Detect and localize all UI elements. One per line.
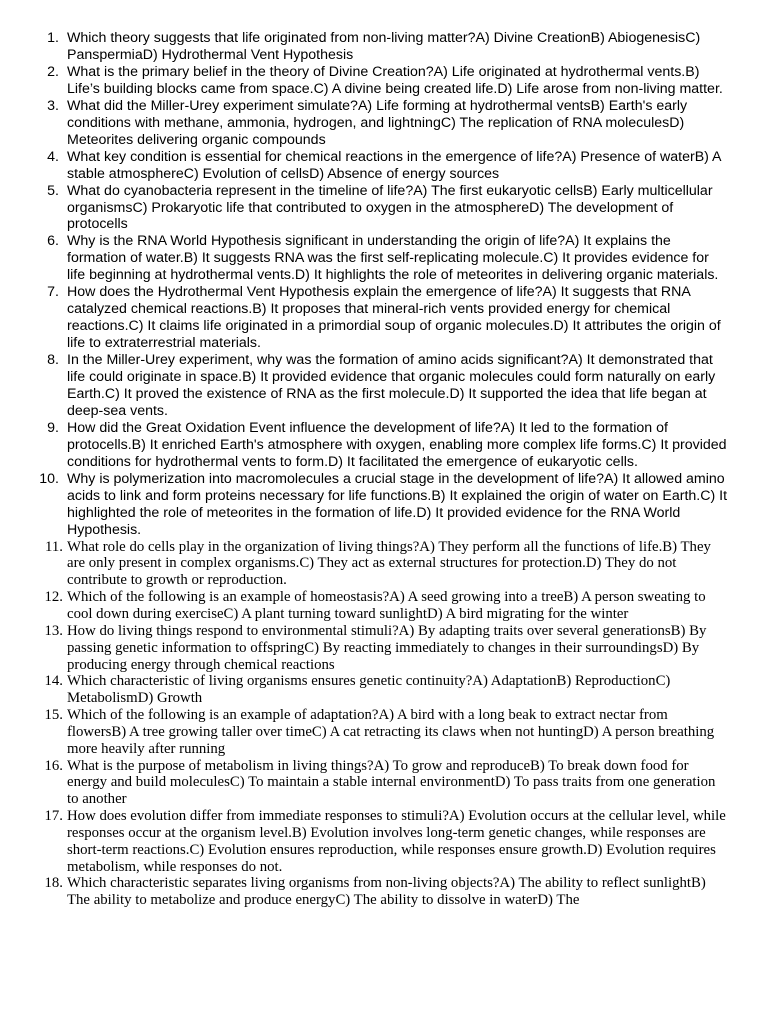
question-item-7 — [0, 284, 768, 352]
question-text: What did the Miller-Urey experiment simulate?A) Life forming at hydrothermal ventsB) Earth's early conditions with methane, ammonia, hydrogen, and lightningC) The replication of RNA moleculesD) Meteorites delivering organic compounds — [67, 97, 688, 148]
question-text: What is the primary belief in the theory of Divine Creation?A) Life originated at hydrothermal vents.B) Life’s building blocks came from space.C) A divine being created life.D) Life arose from non-living matter. — [67, 63, 723, 97]
question-number: 17. — [44, 808, 63, 825]
question-number: 16. — [44, 757, 63, 774]
question-item-1 — [0, 30, 768, 64]
question-text: In the Miller-Urey experiment, why was the formation of amino acids significant?A) It demonstrated that life could originate in space.B) It provided evidence that organic molecules could form naturally on early Earth.C) It proved the existence of RNA as the first molecule.D) It supported the idea that life began at deep-sea vents. — [67, 352, 716, 419]
question-text: Why is the RNA World Hypothesis significant in understanding the origin of life?A) It explains the formation of water.B) It suggests RNA was the first self-replicating molecule.C) It provides evidence for life beginning at hydrothermal vents.D) It highlights the role of meteorites in delivering organic materials. — [67, 233, 719, 284]
question-number: 2. — [47, 63, 59, 80]
question-item-6 — [0, 233, 768, 284]
question-item-8 — [0, 352, 768, 420]
question-number: 13. — [44, 622, 63, 639]
document-page — [0, 30, 768, 909]
question-item-13 — [0, 623, 768, 674]
question-number: 10. — [39, 470, 59, 487]
question-list — [0, 30, 768, 909]
question-text: Why is polymerization into macromolecules a crucial stage in the development of life?A) It allowed amino acids to link and form proteins necessary for life functions.B) It explained the origin of water on Earth.C) It highlighted the role of meteorites in the formation of life.D) It provided evidence for the RNA World Hypothesis. — [67, 470, 728, 538]
question-item-3 — [0, 98, 768, 149]
question-text: How does evolution differ from immediate responses to stimuli?A) Evolution occurs at the cellular level, while responses occur at the organism level.B) Evolution involves long-term genetic changes, while responses are short-term reactions.C) Evolution ensures reproduction, while responses ensure growth.D) Evolution requires metabolism, while responses do not. — [67, 808, 726, 875]
question-item-18 — [0, 875, 768, 909]
question-item-4 — [0, 149, 768, 183]
question-item-9 — [0, 420, 768, 471]
question-number: 15. — [44, 707, 63, 724]
question-text: How did the Great Oxidation Event influence the development of life?A) It led to the formation of protocells.B) It enriched Earth's atmosphere with oxygen, enabling more complex life forms.C) It provided conditions for hydrothermal vents to form.D) It facilitated the emergence of eukaryotic cells. — [67, 419, 727, 470]
question-item-16 — [0, 758, 768, 809]
question-number: 7. — [47, 284, 59, 301]
question-item-5 — [0, 183, 768, 234]
question-item-10 — [0, 471, 768, 539]
question-text: Which of the following is an example of adaptation?A) A bird with a long beak to extract nectar from flowersB) A tree growing taller over timeC) A cat retracting its claws when not huntingD) A person breathing more heavily after running — [67, 707, 715, 757]
question-item-14 — [0, 673, 768, 707]
question-text: Which characteristic of living organisms ensures genetic continuity?A) AdaptationB) ReproductionC) MetabolismD) Growth — [67, 673, 671, 707]
question-number: 4. — [47, 148, 59, 165]
question-item-17 — [0, 808, 768, 875]
question-number: 1. — [47, 30, 59, 46]
question-text: Which theory suggests that life originated from non-living matter?A) Divine CreationB) AbiogenesisC) PanspermiaD) Hydrothermal Vent Hypothesis — [67, 30, 701, 63]
question-number: 11. — [45, 538, 63, 555]
question-number: 14. — [44, 673, 63, 690]
question-number: 8. — [47, 352, 59, 369]
question-text: How does the Hydrothermal Vent Hypothesis explain the emergence of life?A) It suggests that RNA catalyzed chemical reactions.B) It proposes that mineral-rich vents provided energy for chemical reactions.C) It claims life originated in a primordial soup of organic molecules.D) It attributes the origin of life to extraterrestrial materials. — [67, 284, 721, 352]
question-item-11 — [0, 539, 768, 590]
question-text: What role do cells play in the organization of living things?A) They perform all the functions of life.B) They are only present in complex organisms.C) They act as external structures for protection.D) They do not contribute to growth or reproduction. — [67, 538, 711, 589]
question-text: How do living things respond to environmental stimuli?A) By adapting traits over several generationsB) By passing genetic information to offspringC) By reacting immediately to changes in their surroundingsD) By producing energy through chemical reactions — [67, 622, 707, 673]
question-number: 12. — [44, 589, 63, 606]
question-text: What key condition is essential for chemical reactions in the emergence of life?A) Presence of waterB) A stable atmosphereC) Evolution of cellsD) Absence of energy sources — [67, 148, 721, 182]
question-text: What is the purpose of metabolism in living things?A) To grow and reproduceB) To break down food for energy and build moleculesC) To maintain a stable internal environmentD) To pass traits from one generation to another — [67, 757, 716, 808]
question-item-15 — [0, 707, 768, 758]
question-number: 18. — [44, 875, 63, 892]
question-number: 9. — [47, 419, 59, 436]
question-number: 5. — [47, 182, 59, 199]
question-number: 6. — [47, 233, 59, 250]
question-number: 3. — [47, 97, 59, 114]
question-item-2 — [0, 64, 768, 98]
question-text: What do cyanobacteria represent in the timeline of life?A) The first eukaryotic cellsB) Early multicellular organismsC) Prokaryotic life that contributed to oxygen in the atmosphereD) The development of protocells — [67, 182, 713, 233]
question-item-12 — [0, 589, 768, 623]
question-text: Which of the following is an example of homeostasis?A) A seed growing into a treeB) A person sweating to cool down during exerciseC) A plant turning toward sunlightD) A bird migrating for the winter — [67, 589, 706, 622]
question-text: Which characteristic separates living organisms from non-living objects?A) The ability to reflect sunlightB) The ability to metabolize and produce energyC) The ability to dissolve in waterD) The — [67, 875, 706, 909]
